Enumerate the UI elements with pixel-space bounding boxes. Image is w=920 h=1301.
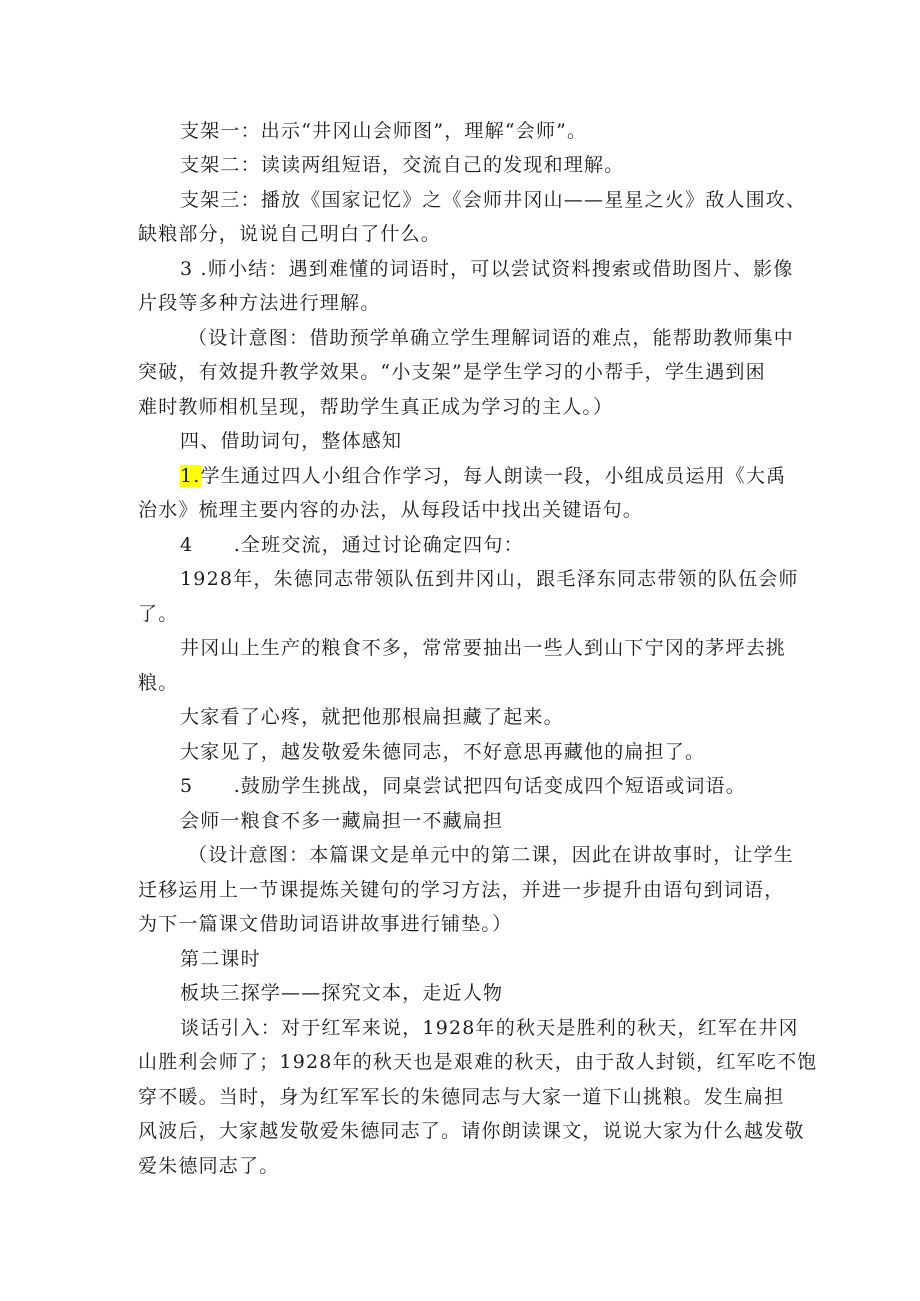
paragraph-line: 4 .全班交流，通过讨论确定四句：	[180, 534, 524, 556]
paragraph-line: 谈话引入：对于红军来说，1928年的秋天是胜利的秋天，红军在井冈	[180, 1017, 799, 1039]
highlighted-number: 1.	[180, 465, 201, 487]
paragraph-line: 粮。	[138, 672, 179, 694]
paragraph-line: 风波后，大家越发敬爱朱德同志了。请你朗读课文，说说大家为什么越发敬	[138, 1120, 805, 1142]
paragraph-line: 会师一粮食不多一藏扁担一不藏扁担	[180, 810, 504, 832]
paragraph-line: （设计意图：借助预学单确立学生理解词语的难点，能帮助教师集中	[188, 327, 795, 349]
paragraph-line: 缺粮部分，说说自己明白了什么。	[138, 223, 442, 245]
paragraph-line: 支架一：出示“井冈山会师图”，理解“会师”。	[180, 120, 588, 142]
paragraph-line: 难时教师相机呈现，帮助学生真正成为学习的主人。）	[138, 396, 614, 418]
paragraph-line: 迁移运用上一节课提炼关键句的学习方法，并进一步提升由语句到词语，	[138, 879, 785, 901]
paragraph-line: 支架二：读读两组短语，交流自己的发现和理解。	[180, 154, 625, 176]
paragraph-line: 突破，有效提升教学效果。“小支架”是学生学习的小帮手，学生遇到困	[138, 361, 766, 383]
paragraph-line: （设计意图：本篇课文是单元中的第二课，因此在讲故事时，让学生	[188, 844, 795, 866]
paragraph-line: 穿不暖。当时，身为红军军长的朱德同志与大家一道下山挑粮。发生扁担	[138, 1086, 785, 1108]
paragraph-line: 支架三：播放《国家记忆》之《会师井冈山——星星之火》敌人围攻、	[180, 189, 807, 211]
line-text: 学生通过四人小组合作学习，每人朗读一段，小组成员运用《大禹	[200, 465, 787, 487]
paragraph-line: 了。	[138, 603, 179, 625]
paragraph-line: 山胜利会师了；1928年的秋天也是艰难的秋天，由于敌人封锁，红军吃不饱	[138, 1051, 818, 1073]
paragraph-line: 1928年，朱德同志带领队伍到井冈山，跟毛泽东同志带领的队伍会师	[180, 568, 799, 590]
section-heading: 板块三探学——探究文本，走近人物	[180, 982, 504, 1004]
paragraph-line: 大家见了，越发敬爱朱德同志，不好意思再藏他的扁担了。	[180, 741, 706, 763]
paragraph-line: 片段等多种方法进行理解。	[138, 292, 381, 314]
paragraph-line: 治水》梳理主要内容的办法，从每段话中找出关键语句。	[138, 499, 644, 521]
paragraph-line: 井冈山上生产的粮食不多，常常要抽出一些人到山下宁冈的茅坪去挑	[180, 637, 787, 659]
paragraph-line	[180, 461, 786, 491]
paragraph-line: 大家看了心疼，就把他那根扁担藏了起来。	[180, 706, 564, 728]
paragraph-line: 5 .鼓励学生挑战，同桌尝试把四句话变成四个短语或词语。	[180, 775, 746, 797]
section-heading: 四、借助词句，整体感知	[180, 430, 403, 452]
paragraph-line: 爱朱德同志了。	[138, 1155, 280, 1177]
paragraph-line: 3 .师小结：遇到难懂的词语时，可以尝试资料搜索或借助图片、影像	[180, 258, 794, 280]
paragraph-line: 为下一篇课文借助词语讲故事进行铺垫。）	[138, 913, 513, 935]
section-heading: 第二课时	[180, 948, 261, 970]
